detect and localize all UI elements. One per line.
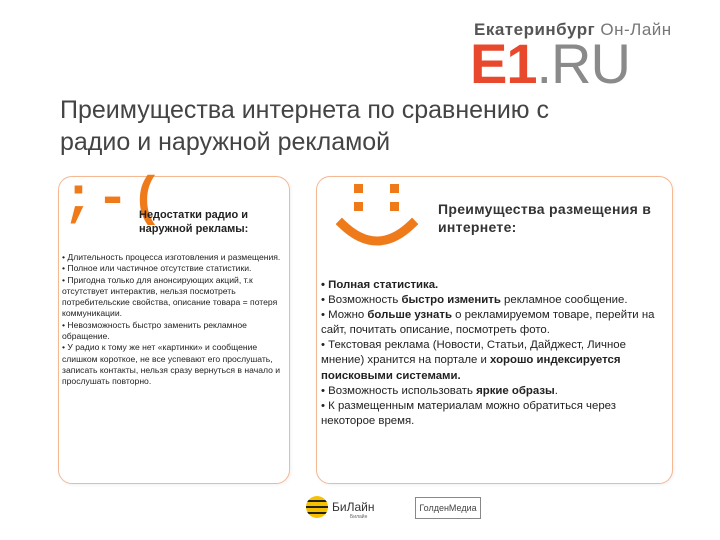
- disadvantages-heading: Недостатки радио и наружной рекламы:: [139, 209, 249, 235]
- list-item: • Текстовая реклама (Новости, Статьи, Дайджест, Личное мнение) хранится на портале и хорошо индексируется поисковыми системами.: [321, 339, 626, 382]
- list-item: • Невозможность быстро заменить рекламное обращение.: [62, 319, 247, 342]
- list-item: • Можно больше узнать о рекламируемом товаре, перейти на сайт, почитать описание, посмотреть фото.: [321, 309, 655, 337]
- list-item: • Полная статистика.: [321, 279, 439, 291]
- advantages-heading: Преимущества размещения в интернете:: [438, 201, 652, 235]
- list-item: • Длительность процесса изготовления и размещения.: [62, 252, 281, 262]
- disadvantages-list: [62, 252, 284, 388]
- advantages-list: [321, 278, 667, 429]
- logo-wordmark: E1.RU: [470, 32, 630, 95]
- list-item: • К размещенным материалам можно обратиться через некоторое время.: [321, 399, 616, 427]
- logo-tagline: Екатеринбург Он-Лайн: [474, 20, 672, 39]
- list-item: • Возможность быстро изменить рекламное сообщение.: [321, 294, 628, 307]
- happy-face-icon: [336, 180, 418, 250]
- beeline-logo: БиЛайн Билайн: [306, 494, 406, 524]
- page-title: Преимущества интернета по сравнению с радио и наружной рекламой: [60, 96, 550, 156]
- beeline-icon: [306, 496, 328, 518]
- list-item: • Полное или частичное отсутствие статистики.: [62, 263, 252, 274]
- list-item: • Возможность использовать яркие образы.: [321, 384, 558, 397]
- list-item: • У радио к тому же нет «картинки» и сообщение слишком короткое, не все успевают его прослушать, записать контакты, нельзя сразу вернуться в начало и прослушать повторно.: [62, 342, 281, 387]
- sad-face-icon: ;-(: [62, 170, 166, 231]
- list-item: • Пригодна только для анонсирующих акций, т.к отсутствует интерактив, нельзя посмотреть потребительские свойства, описание товара = потеря коммуникации.: [62, 274, 278, 319]
- e1-logo[interactable]: [462, 8, 707, 95]
- goldenmedia-logo: ГолденМедиа: [415, 497, 481, 519]
